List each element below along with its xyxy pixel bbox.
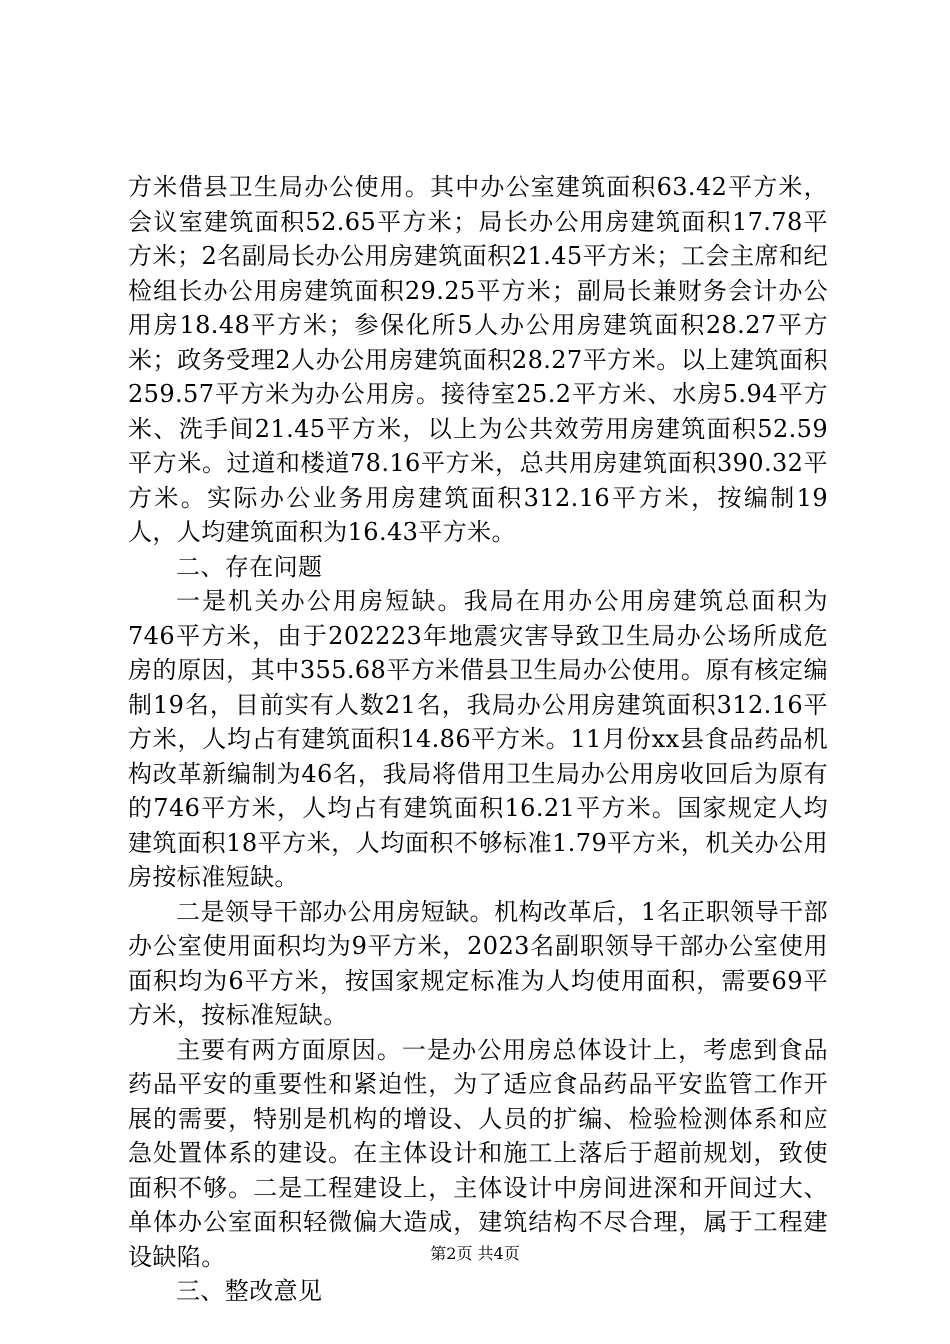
page-footer bbox=[0, 1244, 950, 1264]
page-number-label: 第2页 共4页 bbox=[430, 1244, 520, 1263]
paragraph-causes: 主要有两方面原因。一是办公用房总体设计上，考虑到食品药品平安的重要性和紧迫性，为了适应食品药品平安监管工作开展的需要，特别是机构的增设、人员的扩编、检验检测体系和应急处置体系的建设。在主体设计和施工上落后于超前规划，致使面积不够。二是工程建设上，主体设计中房间进深和开间过大、单体办公室面积轻微偏大造成，建筑结构不尽合理，属于工程建设缺陷。 bbox=[128, 1035, 828, 1271]
section-heading-rectification: 三、整改意见 bbox=[176, 1277, 323, 1305]
section-heading-problems: 二、存在问题 bbox=[176, 552, 323, 581]
document-body bbox=[128, 170, 828, 1309]
paragraph-office-shortage: 一是机关办公用房短缺。我局在用办公用房建筑总面积为746平方米，由于202223年地震灾害导致卫生局办公场所成危房的原因，其中355.68平方米借县卫生局办公使用。原有核定编制19名，目前实有人数21名，我局办公用房建筑面积312.16平方米，人均占有建筑面积14.86平方米。11月份xx县食品药品机构改革新编制为46名，我局将借用卫生局办公用房收回后为原有的746平方米，人均占有建筑面积16.21平方米。国家规定人均建筑面积18平方米，人均面积不够标准1.79平方米，机关办公用房按标准短缺。 bbox=[128, 587, 828, 891]
paragraph-area-breakdown: 方米借县卫生局办公使用。其中办公室建筑面积63.42平方米，会议室建筑面积52.65平方米；局长办公用房建筑面积17.78平方米；2名副局长办公用房建筑面积21.45平方米；工会主席和纪检组长办公用房建筑面积29.25平方米；副局长兼财务会计办公用房18.48平方米；参保化所5人办公用房建筑面积28.27平方米；政务受理2人办公用房建筑面积28.27平方米。以上建筑面积259.57平方米为办公用房。接待室25.2平方米、水房5.94平方米、洗手间21.45平方米，以上为公共效劳用房建筑面积52.59平方米。过道和楼道78.16平方米，总共用房建筑面积390.32平方米。实际办公业务用房建筑面积312.16平方米，按编制19人，人均建筑面积为16.43平方米。 bbox=[128, 173, 828, 546]
paragraph-leader-office-shortage: 二是领导干部办公用房短缺。机构改革后，1名正职领导干部办公室使用面积均为9平方米，2023名副职领导干部办公室使用面积均为6平方米，按国家规定标准为人均使用面积，需要69平方米，按标准短缺。 bbox=[128, 897, 828, 1029]
